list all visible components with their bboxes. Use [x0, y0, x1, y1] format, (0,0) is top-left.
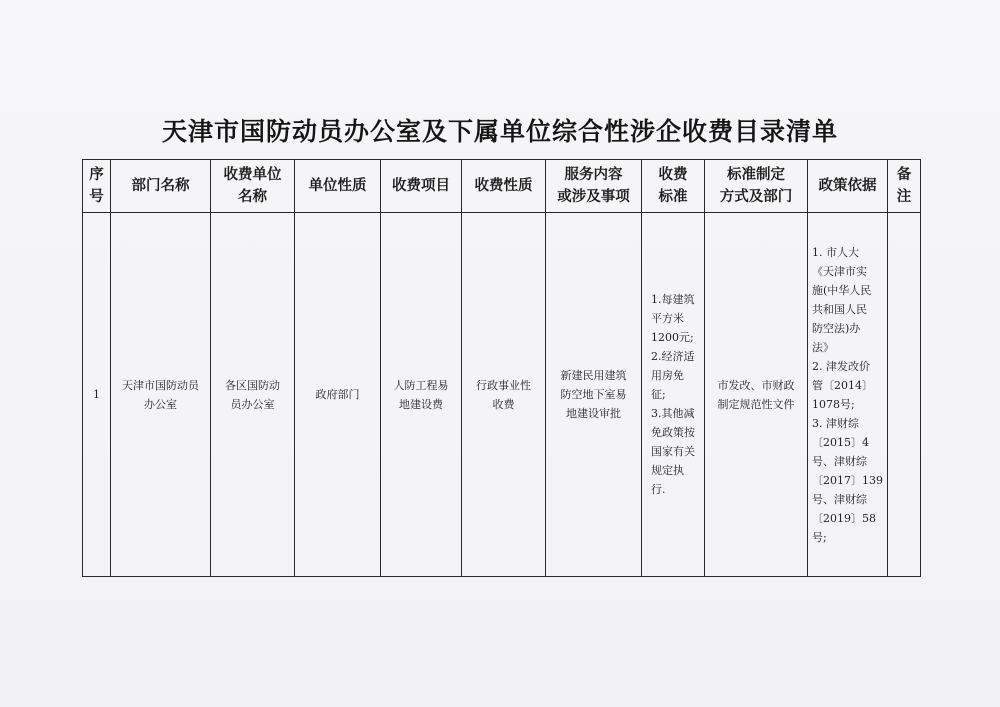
cell-remark — [888, 213, 921, 577]
cell-standard: 1.每建筑 平方米 1200元; 2.经济适 用房免 征; 3.其他减 免政策按 国家有关 规定执 行. — [642, 213, 705, 577]
header-unit-nature: 单位性质 — [295, 160, 381, 213]
cell-unit-name: 各区国防动 员办公室 — [211, 213, 295, 577]
header-remark: 备 注 — [888, 160, 921, 213]
cell-service: 新建民用建筑 防空地下室易 地建设审批 — [546, 213, 642, 577]
cell-fee-item: 人防工程易 地建设费 — [381, 213, 462, 577]
fee-catalog-table — [82, 159, 921, 577]
cell-department: 天津市国防动员 办公室 — [111, 213, 211, 577]
header-fee-nature: 收费性质 — [462, 160, 546, 213]
header-standard: 收费 标准 — [642, 160, 705, 213]
header-unit-name: 收费单位 名称 — [211, 160, 295, 213]
cell-index: 1 — [83, 213, 111, 577]
cell-method: 市发改、市财政 制定规范性文件 — [705, 213, 808, 577]
header-method: 标准制定 方式及部门 — [705, 160, 808, 213]
header-service: 服务内容 或涉及事项 — [546, 160, 642, 213]
cell-basis: 1. 市人大 《天津市实 施(中华人民 共和国人民 防空法)办 法》 2. 津发改价 管〔2014〕 1078号; 3. 津财综 〔2015〕4 号、津财综 〔2017〕139 号、津财综 〔2019〕58 号; — [808, 213, 888, 577]
document-title: 天津市国防动员办公室及下属单位综合性涉企收费目录清单 — [161, 117, 838, 146]
header-fee-item: 收费项目 — [381, 160, 462, 213]
cell-unit-nature: 政府部门 — [295, 213, 381, 577]
cell-fee-nature: 行政事业性 收费 — [462, 213, 546, 577]
header-basis: 政策依据 — [808, 160, 888, 213]
table-row — [83, 213, 921, 577]
header-index: 序 号 — [83, 160, 111, 213]
header-department: 部门名称 — [111, 160, 211, 213]
table-header-row — [83, 160, 921, 213]
